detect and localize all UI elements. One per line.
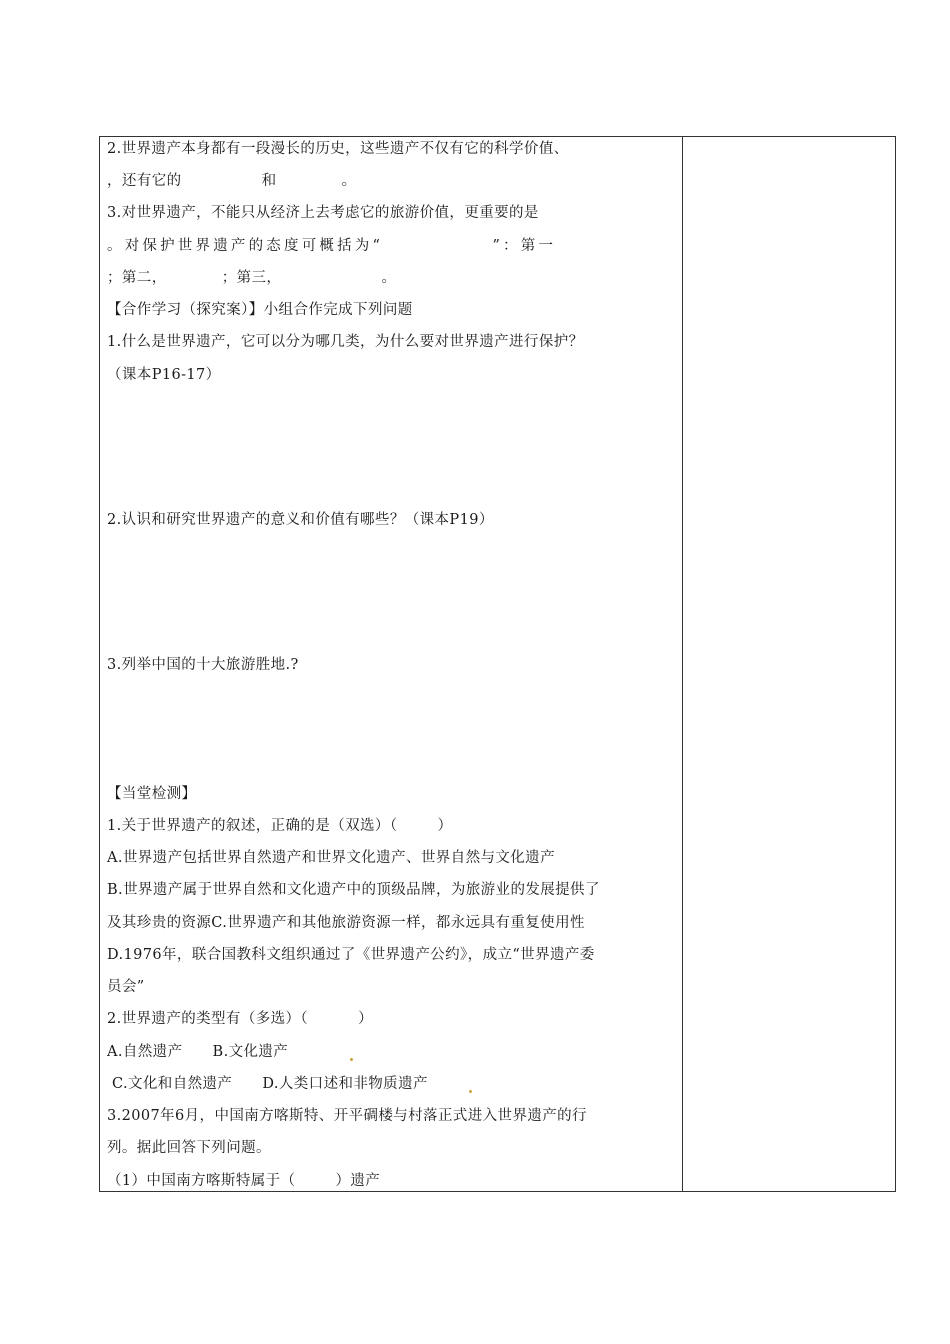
question-1: 1.什么是世界遗产，它可以分为哪几类，为什么要对世界遗产进行保护？: [107, 334, 584, 350]
question-1-reference: （课本P16-17）: [107, 367, 221, 383]
text-line-3: 3.对世界遗产，不能只从经济上去考虑它的旅游价值，更重要的是: [107, 205, 539, 221]
sub-question-3-1: （1）中国南方喀斯特属于（ ）遗产: [107, 1173, 381, 1189]
options-2ab: A.自然遗产 B.文化遗产: [107, 1044, 289, 1060]
option-1d-cont: 员会”: [107, 979, 145, 995]
decorative-dot: [469, 1090, 472, 1093]
text-line-4: 。对保护世界遗产的态度可概括为“ ”：第一: [107, 238, 557, 254]
test-question-1: 1.关于世界遗产的叙述，正确的是（双选）（ ）: [107, 818, 453, 834]
option-1d: D.1976年，联合国教科文组织通过了《世界遗产公约》，成立“世界遗产委: [107, 947, 595, 963]
text-line-5: ；第二， ；第三， 。: [107, 270, 397, 286]
question-3: 3.列举中国的十大旅游胜地.?: [107, 657, 299, 673]
text-line-2: ，还有它的 和 。: [107, 173, 357, 189]
worksheet-table: [99, 136, 896, 1192]
option-1b: B.世界遗产属于世界自然和文化遗产中的顶级品牌，为旅游业的发展提供了: [107, 882, 600, 898]
question-2: 2.认识和研究世界遗产的意义和价值有哪些？（课本P19）: [107, 512, 494, 528]
text-line-1: 2.世界遗产本身都有一段漫长的历史，这些遗产不仅有它的科学价值、: [107, 141, 569, 157]
test-question-2: 2.世界遗产的类型有（多选）（ ）: [107, 1011, 374, 1027]
test-question-3: 3.2007年6月，中国南方喀斯特、开平碉楼与村落正式进入世界遗产的行: [107, 1108, 587, 1124]
option-1b-1c: 及其珍贵的资源C.世界遗产和其他旅游资源一样，都永远具有重复使用性: [107, 915, 585, 931]
section-heading-cooperative: 【合作学习（探究案）】小组合作完成下列问题: [107, 302, 413, 318]
section-heading-test: 【当堂检测】: [107, 786, 197, 802]
options-2cd: C.文化和自然遗产 D.人类口述和非物质遗产: [107, 1076, 428, 1092]
decorative-dot: [350, 1058, 353, 1061]
column-divider: [682, 137, 683, 1191]
test-question-3-cont: 列。据此回答下列问题。: [107, 1140, 271, 1156]
option-1a: A.世界遗产包括世界自然遗产和世界文化遗产、世界自然与文化遗产: [107, 850, 555, 866]
